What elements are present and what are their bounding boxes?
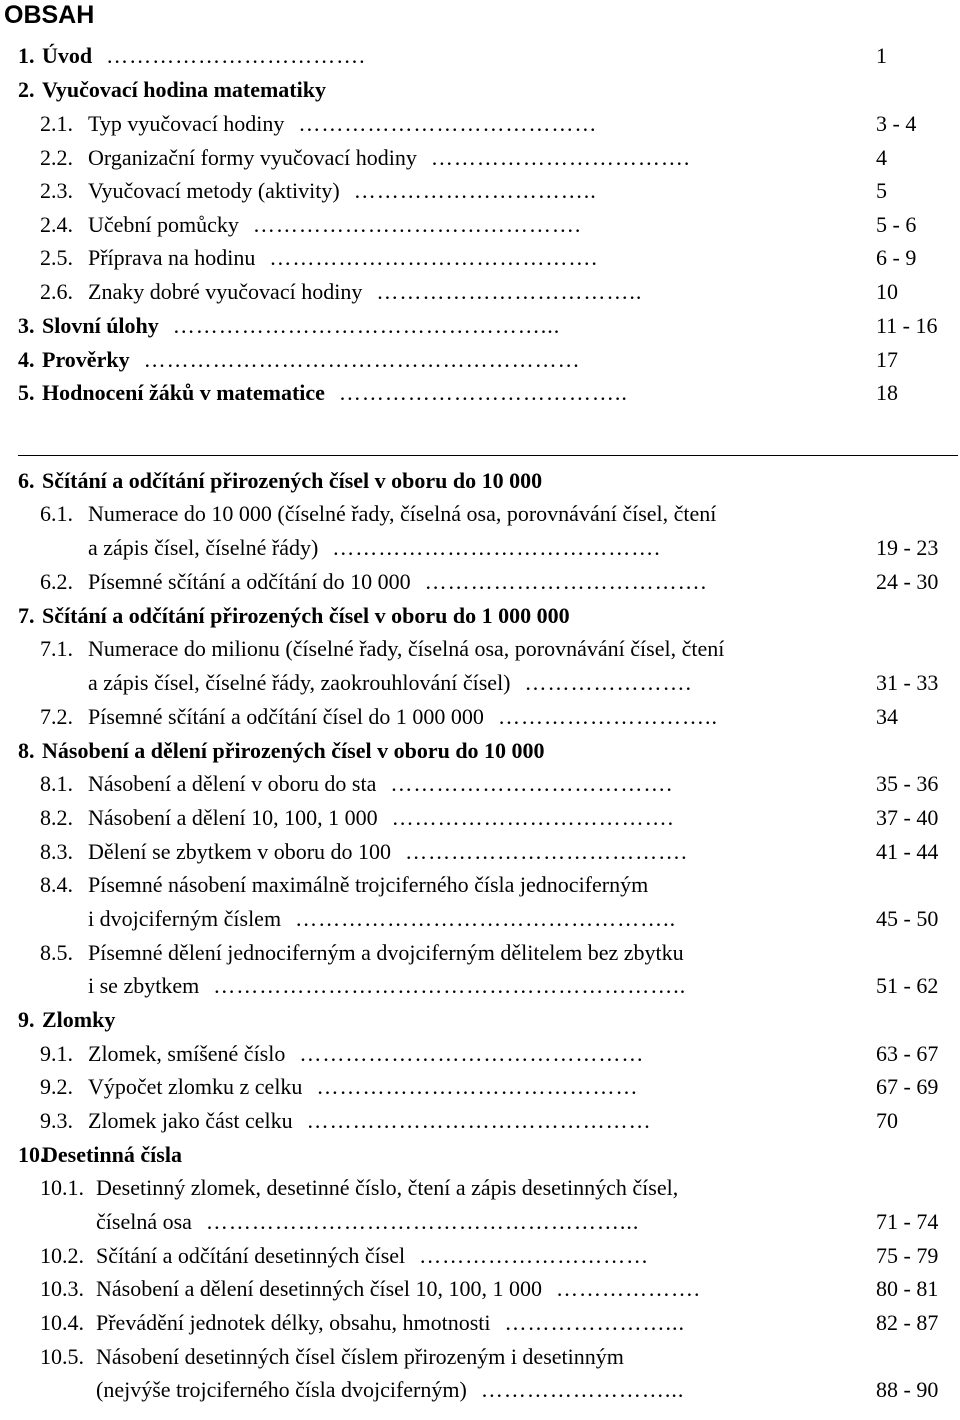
toc-entry-title: Písemné násobení maximálně trojciferného čísla jednociferným bbox=[88, 872, 649, 897]
toc-entry-page: 3 - 4 bbox=[876, 111, 917, 136]
toc-entry-number: 8.4. bbox=[40, 872, 73, 897]
toc-entry-title: i dvojciferným číslem bbox=[88, 906, 282, 931]
toc-entry-page: 17 bbox=[876, 347, 898, 372]
toc-entry-page: 67 - 69 bbox=[876, 1074, 939, 1099]
toc-entry-leader-dots: …………………. bbox=[524, 670, 693, 695]
toc-entry-title: číselná osa bbox=[96, 1209, 192, 1234]
toc-entry-number: 10.1. bbox=[40, 1175, 84, 1200]
toc-entry-number: 6.2. bbox=[40, 569, 73, 594]
toc-entry-leader-dots: ………………………… bbox=[419, 1243, 650, 1268]
toc-entry-title: Dělení se zbytkem v oboru do 100 bbox=[88, 839, 392, 864]
toc-entry-leader-dots: ………………. bbox=[556, 1276, 701, 1301]
toc-entry-title: Sčítání a odčítání přirozených čísel v oboru do 10 000 bbox=[42, 468, 543, 493]
toc-entry-leader-dots: ………………………………. bbox=[424, 569, 708, 594]
toc-entry-page: 5 bbox=[876, 178, 887, 203]
toc-entry-page: 51 - 62 bbox=[876, 973, 939, 998]
toc-entry-number: 2.3. bbox=[40, 178, 73, 203]
toc-entry-leader-dots: ………………………………………………... bbox=[205, 1209, 640, 1234]
toc-entry-number: 2.1. bbox=[40, 111, 73, 136]
toc-entry-leader-dots: ……………………………. bbox=[106, 43, 366, 68]
toc-entry-title: Znaky dobré vyučovací hodiny bbox=[88, 279, 363, 304]
toc-entry-title: Učební pomůcky bbox=[88, 212, 239, 237]
toc-entry-number: 9.1. bbox=[40, 1041, 73, 1066]
toc-entry-leader-dots: …………………………………………... bbox=[172, 313, 561, 338]
toc-entry-title: Písemné sčítání a odčítání čísel do 1 000 000 bbox=[88, 704, 484, 729]
toc-entry-leader-dots: ……………………….. bbox=[497, 704, 718, 729]
toc-entry-number: 8.1. bbox=[40, 771, 73, 796]
toc-entry-page: 75 - 79 bbox=[876, 1243, 939, 1268]
toc-entry-number: 2.6. bbox=[40, 279, 73, 304]
toc-entry-leader-dots: ………………………………… bbox=[298, 111, 598, 136]
toc-entry-number: 8.5. bbox=[40, 940, 73, 965]
toc-entry-number: 10.5. bbox=[40, 1344, 84, 1369]
toc-entry-title: a zápis čísel, číselné řády) bbox=[88, 535, 319, 560]
toc-entry-title: Vyučovací metody (aktivity) bbox=[88, 178, 340, 203]
toc-entry-page: 24 - 30 bbox=[876, 569, 939, 594]
toc-entry-title: Zlomky bbox=[42, 1007, 116, 1032]
toc-entry-number: 6.1. bbox=[40, 501, 73, 526]
toc-entry-page: 37 - 40 bbox=[876, 805, 939, 830]
toc-entry-page: 5 - 6 bbox=[876, 212, 917, 237]
toc-entry-number: 5. bbox=[18, 380, 35, 405]
toc-entry-page: 31 - 33 bbox=[876, 670, 939, 695]
page-title: OBSAH bbox=[4, 1, 95, 29]
toc-entry-leader-dots: ……………………………………… bbox=[306, 1108, 652, 1133]
toc-entry-leader-dots: ………………………….. bbox=[353, 178, 597, 203]
toc-entry-title: Organizační formy vyučovací hodiny bbox=[88, 145, 417, 170]
toc-entry-title: (nejvýše trojciferného čísla dvojciferným) bbox=[96, 1377, 467, 1402]
toc-entry-title: i se zbytkem bbox=[88, 973, 200, 998]
toc-entry-page: 63 - 67 bbox=[876, 1041, 939, 1066]
toc-entry-title: Sčítání a odčítání desetinných čísel bbox=[96, 1243, 406, 1268]
toc-entry-title: Převádění jednotek délky, obsahu, hmotnosti bbox=[96, 1310, 491, 1335]
toc-entry-title: Desetinná čísla bbox=[42, 1142, 182, 1167]
toc-entry-title: Úvod bbox=[42, 43, 93, 68]
toc-entry-title: Numerace do 10 000 (číselné řady, číselná osa, porovnávání čísel, čtení bbox=[88, 501, 717, 526]
toc-entry-leader-dots: ……………………………………… bbox=[299, 1041, 645, 1066]
toc-entry-title: Násobení desetinných čísel číslem přirozeným i desetinným bbox=[96, 1344, 624, 1369]
toc-entry-leader-dots: …………………... bbox=[504, 1310, 686, 1335]
toc-entry-page: 88 - 90 bbox=[876, 1377, 939, 1402]
toc-entry-title: Vyučovací hodina matematiky bbox=[42, 77, 326, 102]
toc-entry-number: 3. bbox=[18, 313, 35, 338]
toc-entry-number: 6. bbox=[18, 468, 35, 493]
toc-entry-leader-dots: ………………………………………….. bbox=[295, 906, 677, 931]
toc-entry-leader-dots: ………………………………………………… bbox=[143, 347, 581, 372]
toc-entry-title: Sčítání a odčítání přirozených čísel v oboru do 1 000 000 bbox=[42, 603, 570, 628]
toc-entry-number: 8.2. bbox=[40, 805, 73, 830]
toc-entry-number: 7. bbox=[18, 603, 35, 628]
toc-entry-page: 35 - 36 bbox=[876, 771, 939, 796]
toc-entry-title: Násobení a dělení 10, 100, 1 000 bbox=[88, 805, 378, 830]
toc-entry-number: 10.4. bbox=[40, 1310, 84, 1335]
toc-entry-title: Numerace do milionu (číselné řady, číselná osa, porovnávání čísel, čtení bbox=[88, 636, 725, 661]
toc-entry-title: Slovní úlohy bbox=[42, 313, 159, 338]
toc-entry-number: 10.2. bbox=[40, 1243, 84, 1268]
toc-entry-title: Násobení a dělení v oboru do sta bbox=[88, 771, 377, 796]
toc-entry-page: 41 - 44 bbox=[876, 839, 939, 864]
toc-entry-title: Násobení a dělení přirozených čísel v oboru do 10 000 bbox=[42, 738, 545, 763]
toc-entry-leader-dots: ……………………………………. bbox=[269, 245, 598, 270]
toc-entry-page: 1 bbox=[876, 43, 887, 68]
toc-entry-title: Výpočet zlomku z celku bbox=[88, 1074, 303, 1099]
toc-entry-number: 8.3. bbox=[40, 839, 73, 864]
toc-entry-page: 4 bbox=[876, 145, 887, 170]
toc-entry-page: 6 - 9 bbox=[876, 245, 917, 270]
toc-entry-page: 45 - 50 bbox=[876, 906, 939, 931]
toc-entry-title: Písemné dělení jednociferným a dvojciferným dělitelem bez zbytku bbox=[88, 940, 684, 965]
toc-entry-title: Násobení a dělení desetinných čísel 10, 100, 1 000 bbox=[96, 1276, 543, 1301]
toc-entry-number: 7.2. bbox=[40, 704, 73, 729]
toc-entry-title: Zlomek, smíšené číslo bbox=[88, 1041, 286, 1066]
toc-entry-leader-dots: ……………………………. bbox=[430, 145, 691, 170]
toc-entry-leader-dots: …………………………….. bbox=[376, 279, 643, 304]
toc-entry-leader-dots: ………………………………. bbox=[405, 839, 688, 864]
toc-entry-page: 80 - 81 bbox=[876, 1276, 939, 1301]
toc-entry-number: 2.5. bbox=[40, 245, 73, 270]
toc-entry-page: 82 - 87 bbox=[876, 1310, 939, 1335]
toc-entry-number: 9.2. bbox=[40, 1074, 73, 1099]
toc-entry-page: 19 - 23 bbox=[876, 535, 939, 560]
toc-entry-number: 2.2. bbox=[40, 145, 73, 170]
toc-entry-leader-dots: ……………………... bbox=[480, 1377, 685, 1402]
toc-entry-page: 71 - 74 bbox=[876, 1209, 939, 1234]
toc-entry-page: 11 - 16 bbox=[876, 313, 938, 338]
toc-entry-leader-dots: ……………………………………. bbox=[332, 535, 661, 560]
toc-entry-number: 10. bbox=[18, 1142, 46, 1167]
toc-entry-number: 7.1. bbox=[40, 636, 73, 661]
toc-entry-number: 8. bbox=[18, 738, 35, 763]
toc-entry-title: a zápis čísel, číselné řády, zaokrouhlování čísel) bbox=[88, 670, 511, 695]
toc-entry-title: Typ vyučovací hodiny bbox=[88, 111, 285, 136]
toc-entry-leader-dots: ………………………………. bbox=[391, 805, 675, 830]
toc-entry-number: 9.3. bbox=[40, 1108, 73, 1133]
toc-entry-number: 2. bbox=[18, 77, 35, 102]
toc-entry-page: 34 bbox=[876, 704, 898, 729]
toc-entry-number: 1. bbox=[18, 43, 35, 68]
toc-entry-leader-dots: ……………………………….. bbox=[338, 380, 628, 405]
toc-entry-title: Desetinný zlomek, desetinné číslo, čtení a zápis desetinných čísel, bbox=[96, 1175, 679, 1200]
toc-entry-title: Hodnocení žáků v matematice bbox=[42, 380, 325, 405]
toc-entry-title: Příprava na hodinu bbox=[88, 245, 256, 270]
toc-entry-title: Prověrky bbox=[42, 347, 130, 372]
toc-entry-number: 2.4. bbox=[40, 212, 73, 237]
toc-entry-leader-dots: …………………………………… bbox=[316, 1074, 639, 1099]
toc-entry-leader-dots: ………………………………. bbox=[390, 771, 673, 796]
toc-entry-title: Zlomek jako část celku bbox=[88, 1108, 293, 1133]
toc-entry-leader-dots: ……………………………………. bbox=[252, 212, 582, 237]
toc-entry-number: 4. bbox=[18, 347, 35, 372]
toc-entry-number: 10.3. bbox=[40, 1276, 84, 1301]
toc-entry-page: 18 bbox=[876, 380, 898, 405]
toc-entry-title: Písemné sčítání a odčítání do 10 000 bbox=[88, 569, 411, 594]
toc-entry-page: 10 bbox=[876, 279, 898, 304]
toc-entry-leader-dots: …………………………………………………….. bbox=[213, 973, 687, 998]
toc-entry-page: 70 bbox=[876, 1108, 898, 1133]
toc-entry-number: 9. bbox=[18, 1007, 35, 1032]
